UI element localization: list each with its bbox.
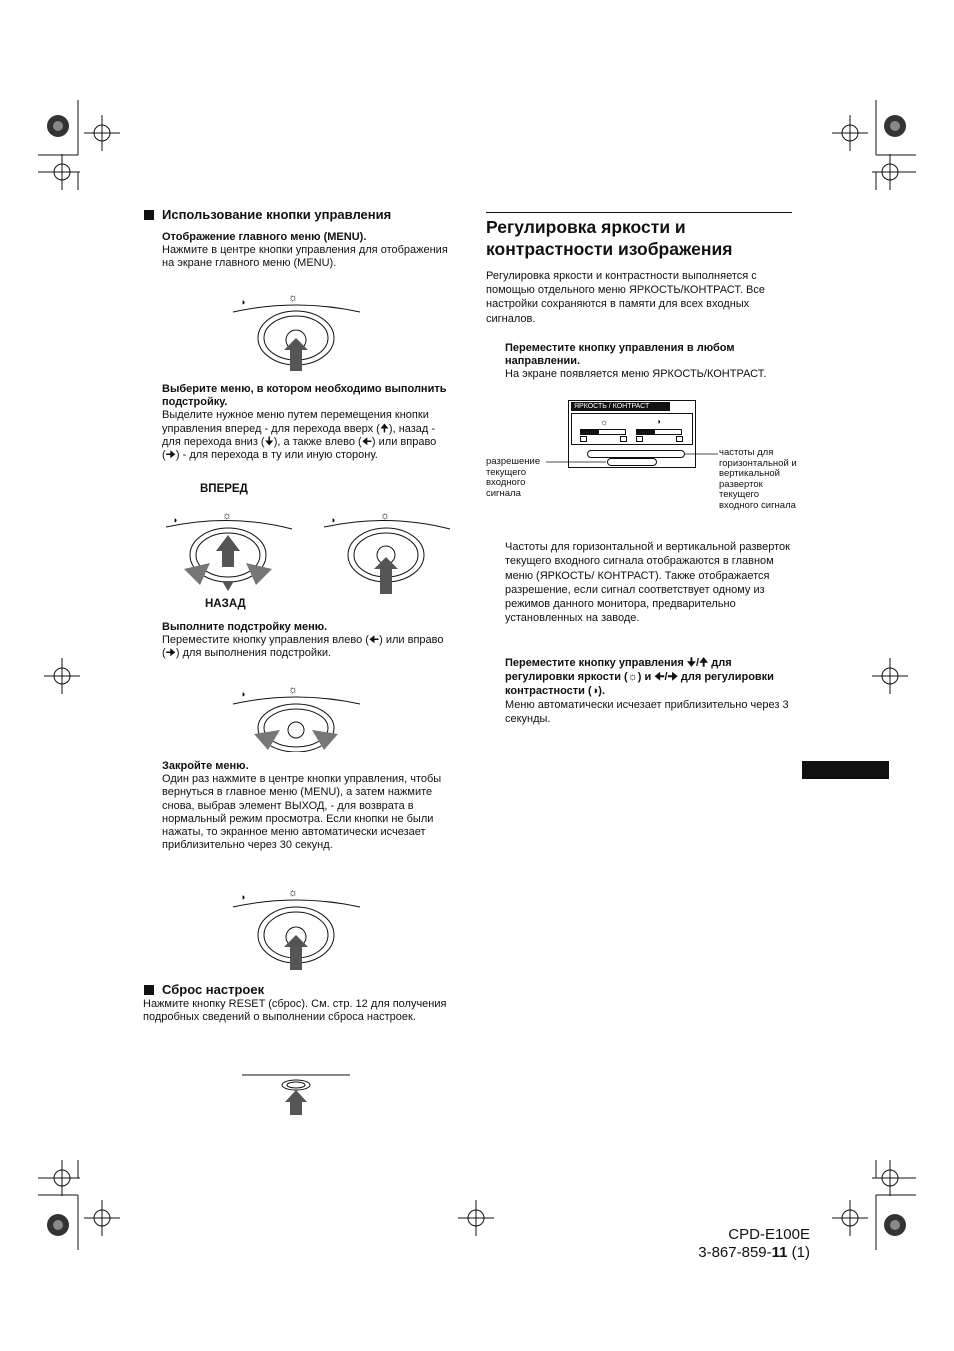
step-title: Отображение главного меню (MENU). [162, 231, 367, 243]
step-select-menu [162, 383, 452, 462]
contrast-icon: ◑ [330, 515, 336, 525]
brightness-bar [580, 429, 626, 435]
intro-text: Регулировка яркости и контрастности выполняется с помощью отдельного меню ЯРКОСТЬ/КОНТРАСТ. Все настройки сохраняются в памяти для всех входных сигналов. [486, 270, 765, 325]
step-adjust [162, 621, 452, 661]
arrow-right-icon [312, 730, 338, 750]
step-body: Выделите нужное меню путем перемещения кнопки управления вперед - для перехода вверх (🠉), назад - для перехода вниз (🠋), а также влево (🠈) или вправо (🠊) - для перехода в ту или иную сторону. [162, 409, 437, 462]
frequency-paragraph: Частоты для горизонтальной и вертикальной разверток текущего входного сигнала отображаются в главном меню (ЯРКОСТЬ/ КОНТРАСТ). Также отображается разрешение, если сигнал соответствует одному из режимов данного монитора, предварительно установленных на заводе. [505, 541, 790, 625]
brightness-icon: ☼ [380, 510, 391, 522]
bullet-square-icon [144, 210, 154, 220]
arrow-up-icon [284, 338, 308, 371]
contrast-bar [636, 429, 682, 435]
brightness-icon: ☼ [288, 887, 299, 899]
title-rule [486, 212, 792, 213]
step-title: Переместите кнопку управления 🠋/🠉 для регулировки яркости (☼) и 🠈/🠊 для регулировки контрастности (◑). [505, 657, 774, 697]
step-title: Выберите меню, в котором необходимо выполнить подстройку. [162, 383, 447, 409]
step-move-button [505, 342, 795, 382]
step-title: Выполните подстройку меню. [162, 621, 328, 633]
contrast-icon: ◑ [172, 515, 178, 525]
brightness-icon: ☼ [222, 510, 233, 522]
callout-frequency: частоты для горизонтальной и вертикальной разверток текущего входного сигнала [719, 447, 797, 511]
control-button-back-diagram [320, 505, 460, 597]
callout-resolution: разрешение текущего входного сигнала [486, 456, 541, 499]
model-number: CPD-E100E [728, 1226, 810, 1243]
arrow-up-icon [284, 935, 308, 970]
step-title: Закройте меню. [162, 760, 249, 772]
control-button-left-right-diagram [230, 680, 365, 752]
arrow-left-icon [184, 563, 210, 585]
arrow-up-icon [285, 1090, 307, 1115]
contrast-icon: ◑ [656, 417, 661, 426]
step-body: Нажмите в центре кнопки управления для отображения на экране главного меню (MENU). [162, 244, 448, 270]
footer-info [600, 1226, 810, 1262]
arrow-right-icon [246, 563, 272, 585]
step-menu-display [162, 231, 452, 271]
part-code: 3-867-859-11 (1) [698, 1244, 810, 1261]
arrow-up-icon [374, 557, 398, 594]
control-button-move-diagram [162, 505, 302, 597]
step-body: Один раз нажмите в центре кнопки управления, чтобы вернуться в главное меню (MENU), а затем нажмите снова, выбрав элемент ВЫХОД, - для возврата в нормальный режим просмотра. Если кнопки не были нажаты, то экранное меню автоматически исчезает приблизительно через 30 секунд. [162, 773, 442, 852]
section-heading-reset: Сброс настроек [144, 982, 264, 997]
step-title: Переместите кнопку управления в любом направлении. [505, 342, 735, 368]
brightness-icon: ☼ [288, 684, 299, 696]
section-heading-control-button: Использование кнопки управления [144, 207, 391, 222]
arrow-down-icon [222, 581, 234, 591]
step-body: Переместите кнопку управления влево (🠈) или вправо (🠊) для выполнения подстройки. [162, 634, 444, 660]
step-body: Меню автоматически исчезает приблизительно через 3 секунды. [505, 699, 789, 725]
control-button-press-diagram [230, 288, 365, 373]
contrast-icon: ◑ [240, 689, 246, 699]
arrow-left-icon [254, 730, 280, 750]
osd-body [571, 413, 693, 445]
bullet-square-icon [144, 985, 154, 995]
reset-body: Нажмите кнопку RESET (сброс). См. стр. 12 для получения подробных сведений о выполнении сброса настроек. [143, 998, 447, 1024]
contrast-icon: ◑ [240, 297, 246, 307]
contrast-icon: ◑ [240, 892, 246, 902]
arrow-up-icon [216, 535, 240, 567]
osd-title: ЯРКОСТЬ / КОНТРАСТ [571, 402, 670, 411]
label-back: НАЗАД [205, 598, 246, 610]
page-title: Регулировка яркости и контрастности изображения [486, 217, 733, 259]
reset-button-diagram [240, 1070, 355, 1118]
step-adjust-brightness [505, 656, 793, 726]
control-button-press-diagram-2 [230, 883, 365, 971]
brightness-icon: ☼ [288, 292, 299, 304]
label-forward: ВПЕРЕД [200, 483, 248, 495]
callout-lines [540, 448, 720, 468]
brightness-icon: ☼ [600, 417, 609, 427]
step-body: На экране появляется меню ЯРКОСТЬ/КОНТРАСТ. [505, 368, 767, 381]
step-close-menu [162, 760, 452, 852]
